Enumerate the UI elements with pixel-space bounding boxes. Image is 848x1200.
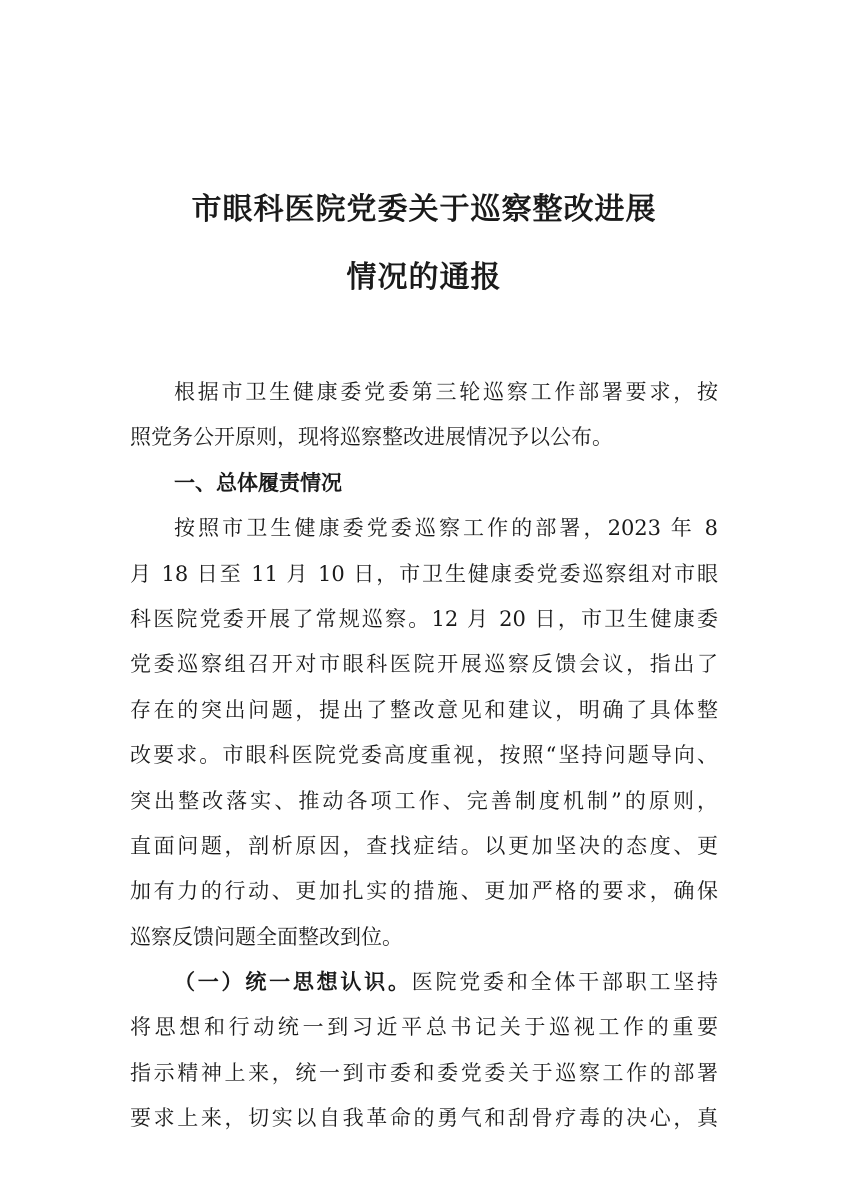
- paragraph-line: 加有力的行动、更加扎实的措施、更加严格的要求，确保: [130, 879, 718, 904]
- paragraph-line: 党委巡察组召开对市眼科医院开展巡察反馈会议，指出了: [130, 652, 718, 677]
- paragraph-line: 将思想和行动统一到习近平总书记关于巡视工作的重要: [130, 1015, 718, 1040]
- paragraph-line: 直面问题，剖析原因，查找症结。以更加坚决的态度、更: [130, 833, 718, 858]
- paragraph-line: 改要求。市眼科医院党委高度重视，按照“坚持问题导向、: [130, 743, 718, 768]
- paragraph-line: 月 18 日至 11 月 10 日，市卫生健康委党委巡察组对市眼: [130, 561, 718, 586]
- paragraph-line: 巡察反馈问题全面整改到位。: [130, 924, 403, 949]
- paragraph-line: 科医院党委开展了常规巡察。12 月 20 日，市卫生健康委: [130, 606, 718, 631]
- document-title-line-2: 情况的通报: [346, 260, 502, 295]
- paragraph-line: 突出整改落实、推动各项工作、完善制度机制”的原则，: [130, 788, 718, 813]
- document-body: [130, 370, 718, 1142]
- intro-line: 根据市卫生健康委党委第三轮巡察工作部署要求，按: [174, 380, 718, 404]
- section-heading: 一、总体履责情况: [174, 470, 342, 495]
- subsection-heading: （一）统一思想认识。: [174, 970, 412, 995]
- paragraph-line: 按照市卫生健康委党委巡察工作的部署，2023 年 8: [174, 516, 718, 541]
- paragraph-line: 存在的突出问题，提出了整改意见和建议，明确了具体整: [130, 697, 718, 722]
- intro-line: 照党务公开原则，现将巡察整改进展情况予以公布。: [130, 425, 613, 450]
- paragraph-line: 要求上来，切实以自我革命的勇气和刮骨疗毒的决心，真: [130, 1106, 718, 1131]
- document-title-line-1: 市眼科医院党委关于巡察整改进展: [191, 192, 657, 227]
- subsection-text: 医院党委和全体干部职工坚持: [411, 970, 719, 995]
- paragraph-line: 指示精神上来，统一到市委和委党委关于巡察工作的部署: [130, 1060, 718, 1085]
- subsection-first-line: [130, 960, 718, 1005]
